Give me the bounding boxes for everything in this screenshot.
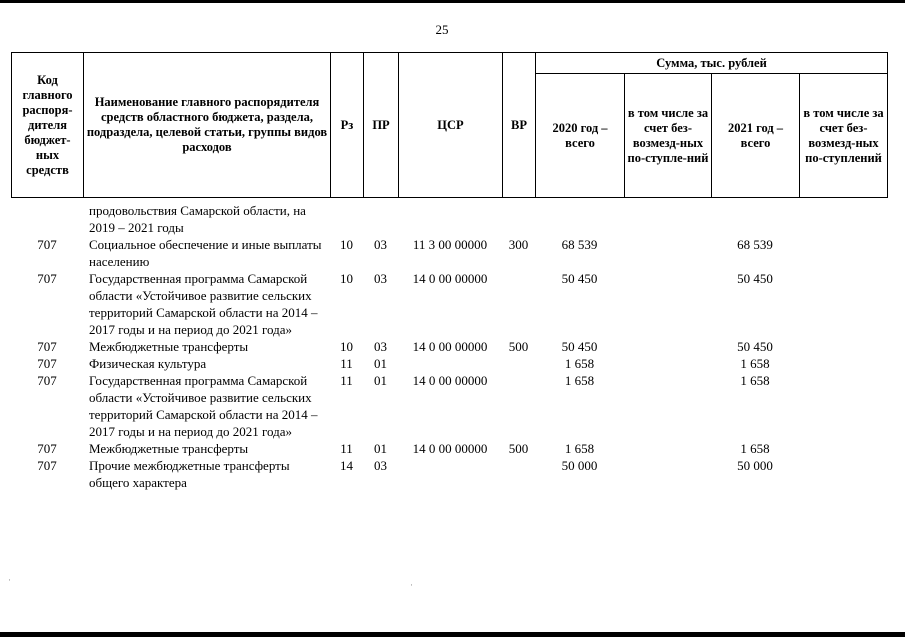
row-pr <box>363 202 398 236</box>
row-code: 707 <box>37 373 57 388</box>
row-pr: 03 <box>374 339 387 354</box>
header-2020-total: 2020 год – всего <box>536 74 625 198</box>
row-sum-2020: 68 539 <box>561 237 598 252</box>
row-rz: 14 <box>340 458 353 473</box>
header-2021-free: в том числе за счет без-возмезд-ных по-ступлений <box>800 74 888 198</box>
row-sum-2021-free <box>799 236 887 270</box>
header-csr: ЦСР <box>399 53 503 198</box>
row-rz: 10 <box>340 339 353 354</box>
row-vr <box>502 355 535 372</box>
row-csr <box>398 202 502 236</box>
row-rz: 10 <box>340 271 353 286</box>
row-sum-2021-free <box>799 372 887 440</box>
row-name: Прочие межбюджетные трансферты общего характера <box>89 458 290 490</box>
row-pr: 01 <box>374 373 387 388</box>
header-sum-title: Сумма, тыс. рублей <box>536 53 888 74</box>
row-sum-2020-free <box>624 338 711 355</box>
row-sum-2021-free <box>799 270 887 338</box>
row-sum-2020 <box>535 202 624 236</box>
row-pr: 03 <box>374 271 387 286</box>
top-rule <box>0 0 905 3</box>
row-pr: 03 <box>374 237 387 252</box>
row-vr: 500 <box>508 339 529 354</box>
row-vr: 300 <box>508 237 529 252</box>
row-name: Государственная программа Самарской области «Устойчивое развитие сельских территорий Самарской области на 2014 – 2017 годы и на период до 2021 года» <box>89 271 318 337</box>
row-csr <box>398 355 502 372</box>
row-sum-2020: 1 658 <box>564 373 595 388</box>
row-code: 707 <box>37 237 57 252</box>
row-pr: 03 <box>374 458 387 473</box>
table-row <box>11 338 887 355</box>
row-sum-2020-free <box>624 236 711 270</box>
row-sum-2021-free <box>799 355 887 372</box>
row-sum-2021: 1 658 <box>740 441 770 456</box>
row-name: Физическая культура <box>89 356 207 371</box>
row-csr: 14 0 00 00000 <box>412 441 488 456</box>
table-row <box>11 372 887 440</box>
row-sum-2021: 68 539 <box>737 237 773 252</box>
row-name: Межбюджетные трансферты <box>89 441 249 456</box>
row-sum-2020-free <box>624 372 711 440</box>
table-row <box>11 457 887 491</box>
row-pr: 01 <box>374 356 387 371</box>
row-code <box>11 202 83 236</box>
table-row <box>11 270 887 338</box>
row-rz: 11 <box>340 441 353 456</box>
row-name: Социальное обеспечение и иные выплаты населению <box>89 237 322 269</box>
header-vr: ВР <box>503 53 536 198</box>
row-name: Межбюджетные трансферты <box>89 339 249 354</box>
row-sum-2020-free <box>624 440 711 457</box>
row-sum-2020-free <box>624 270 711 338</box>
row-code: 707 <box>37 458 57 473</box>
header-2021-total: 2021 год – всего <box>712 74 800 198</box>
scan-speck: · <box>8 575 11 585</box>
row-sum-2020-free <box>624 202 711 236</box>
row-rz: 11 <box>340 373 353 388</box>
table-row <box>11 202 887 236</box>
row-csr: 14 0 00 00000 <box>412 271 488 286</box>
row-sum-2021: 1 658 <box>740 356 770 371</box>
row-code: 707 <box>37 271 57 286</box>
row-vr <box>502 270 535 338</box>
row-sum-2020: 1 658 <box>564 356 595 371</box>
row-sum-2021 <box>711 202 799 236</box>
table-header <box>11 52 888 198</box>
table-row <box>11 236 887 270</box>
row-code: 707 <box>37 441 57 456</box>
header-2020-free: в том числе за счет без-возмезд-ных по-ступле-ний <box>625 74 712 198</box>
row-sum-2021-free <box>799 457 887 491</box>
header-rz: Рз <box>331 53 364 198</box>
header-pr: ПР <box>364 53 399 198</box>
row-sum-2020-free <box>624 355 711 372</box>
table-row <box>11 440 887 457</box>
page-number: 25 <box>435 22 449 37</box>
header-code: Код главного распоря-дителя бюджет-ных средств <box>12 53 84 198</box>
row-vr <box>502 202 535 236</box>
row-code: 707 <box>37 356 57 371</box>
row-sum-2021-free <box>799 440 887 457</box>
row-sum-2021: 50 450 <box>737 271 773 286</box>
row-vr: 500 <box>508 441 529 456</box>
scan-speck: · <box>410 580 413 590</box>
row-csr <box>398 457 502 491</box>
row-sum-2020-free <box>624 457 711 491</box>
row-vr <box>502 372 535 440</box>
header-name: Наименование главного распорядителя средств областного бюджета, раздела, подраздела, целевой статьи, группы видов расходов <box>84 53 331 198</box>
row-sum-2020: 50 450 <box>561 339 598 354</box>
row-sum-2020: 50 000 <box>561 458 598 473</box>
row-code: 707 <box>37 339 57 354</box>
row-vr <box>502 457 535 491</box>
row-sum-2020: 1 658 <box>564 441 595 456</box>
row-sum-2021: 1 658 <box>740 373 770 388</box>
row-sum-2020: 50 450 <box>561 271 598 286</box>
row-sum-2021: 50 000 <box>737 458 773 473</box>
row-sum-2021-free <box>799 202 887 236</box>
bottom-rule <box>0 632 905 637</box>
row-csr: 14 0 00 00000 <box>412 373 488 388</box>
row-name: Государственная программа Самарской области «Устойчивое развитие сельских территорий Самарской области на 2014 – 2017 годы и на период до 2021 года» <box>89 373 318 439</box>
row-sum-2021-free <box>799 338 887 355</box>
row-name: продовольствия Самарской области, на 2019 – 2021 годы <box>89 203 306 235</box>
row-rz: 11 <box>340 356 353 371</box>
row-rz: 10 <box>340 237 353 252</box>
row-csr: 11 3 00 00000 <box>412 237 488 252</box>
row-sum-2021: 50 450 <box>737 339 773 354</box>
row-csr: 14 0 00 00000 <box>412 339 488 354</box>
table-row <box>11 355 887 372</box>
row-pr: 01 <box>374 441 387 456</box>
table-body <box>11 202 887 491</box>
row-rz <box>330 202 363 236</box>
